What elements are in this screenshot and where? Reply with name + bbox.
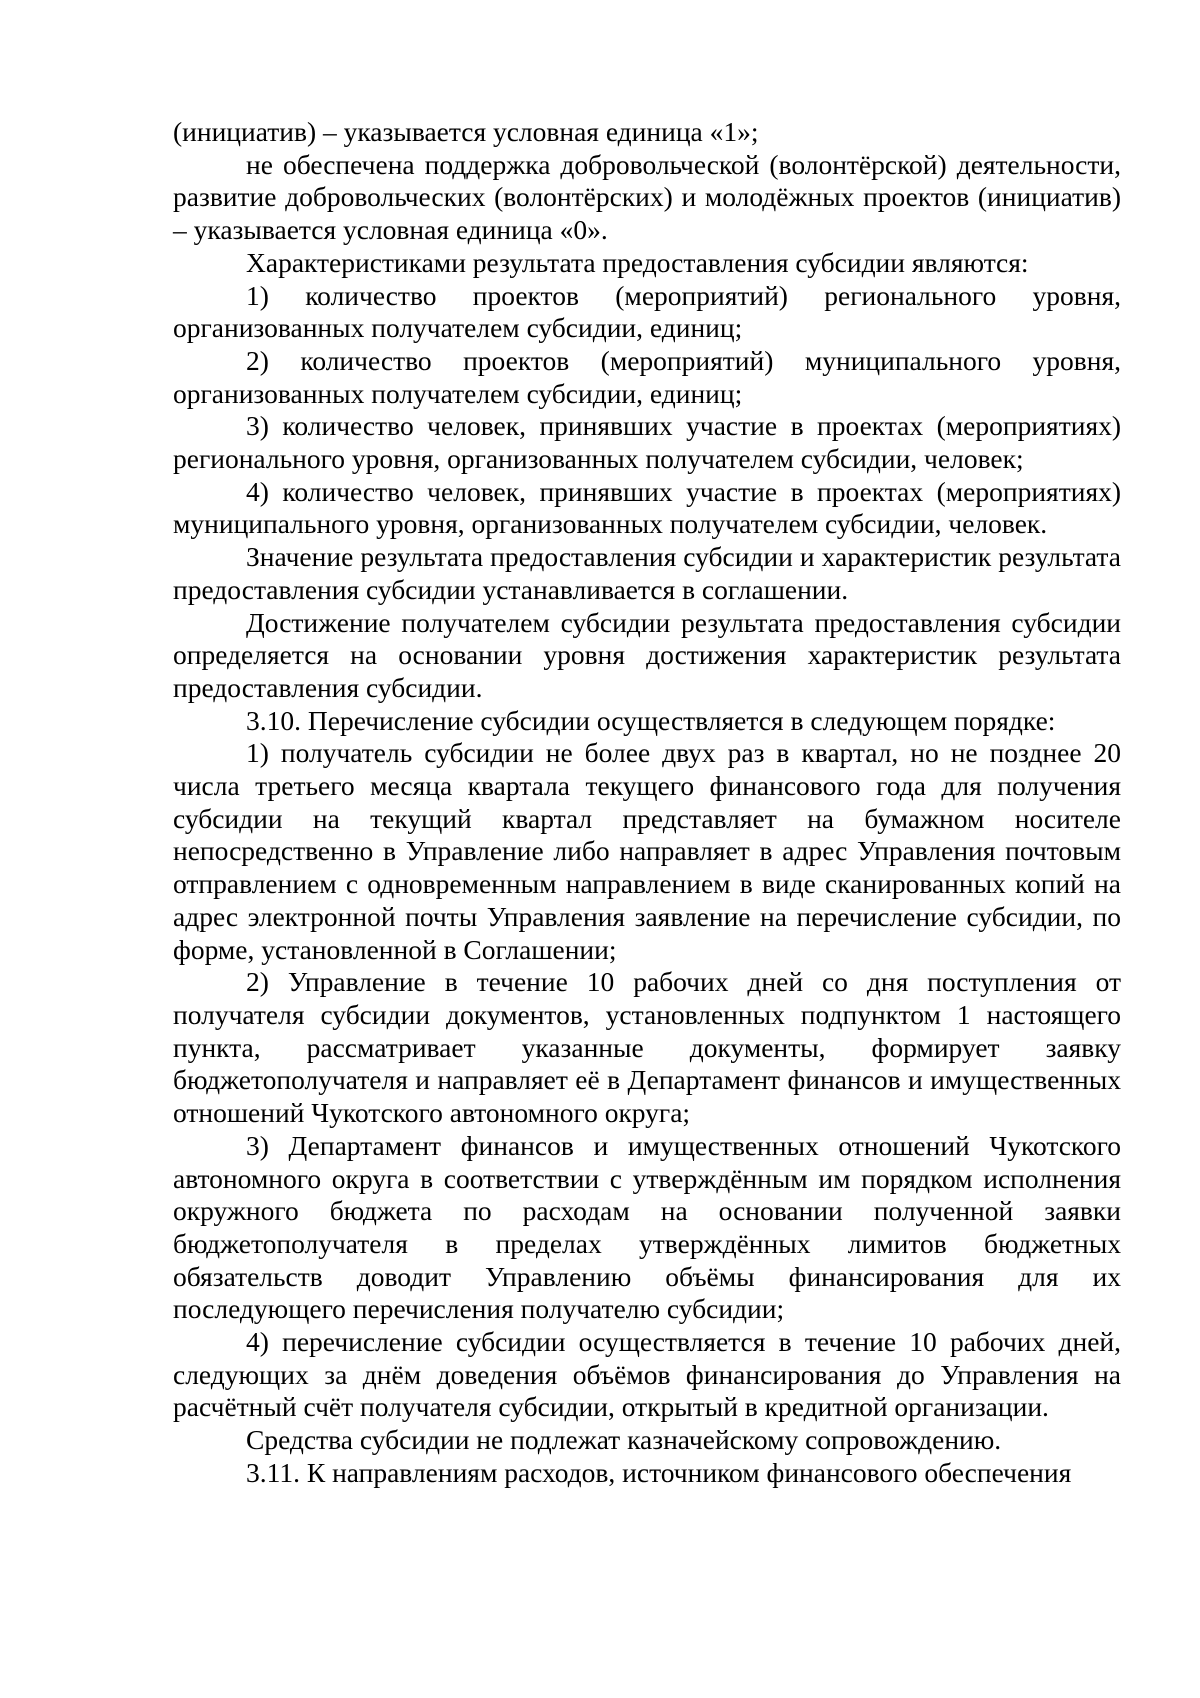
list-item: 3) количество человек, принявших участие в проектах (мероприятиях) регионального уровня, организованных получателем субсидии, человек;: [173, 410, 1121, 475]
list-item: 2) Управление в течение 10 рабочих дней со дня поступления от получателя субсидии документов, установленных подпунктом 1 настоящего пункта, рассматривает указанные документы, формирует заявку бюджетополучателя и направляет её в Департамент финансов и имущественных отношений Чукотского автономного округа;: [173, 966, 1121, 1129]
section-heading: 3.11. К направлениям расходов, источником финансового обеспечения: [246, 1456, 1072, 1488]
paragraph: Достижение получателем субсидии результата предоставления субсидии определяется на основании уровня достижения характеристик результата предоставления субсидии.: [173, 606, 1121, 703]
list-item: 4) количество человек, принявших участие в проектах (мероприятиях) муниципального уровня, организованных получателем субсидии, человек.: [173, 475, 1121, 540]
list-item: 3) Департамент финансов и имущественных отношений Чукотского автономного округа в соответствии с утверждённым им порядком исполнения окружного бюджета по расходам на основании полученной заявки бюджетополучателя в пределах утверждённых лимитов бюджетных обязательств доводит Управлению объёмы финансирования для их последующего перечисления получателю субсидии;: [173, 1129, 1121, 1325]
list-item: 2) количество проектов (мероприятий) муниципального уровня, организованных получателем субсидии, единиц;: [173, 344, 1121, 409]
paragraph: Средства субсидии не подлежат казначейскому сопровождению.: [246, 1424, 1002, 1456]
paragraph: Значение результата предоставления субсидии и характеристик результата предоставления субсидии устанавливается в соглашении.: [173, 541, 1121, 605]
list-item: 1) количество проектов (мероприятий) регионального уровня, организованных получателем субсидии, единиц;: [173, 279, 1121, 344]
document-page: [173, 116, 1121, 1490]
list-item: 4) перечисление субсидии осуществляется в течение 10 рабочих дней, следующих за днём доведения объёмов финансирования до Управления на расчётный счёт получателя субсидии, открытый в кредитной организации.: [173, 1326, 1121, 1423]
paragraph: не обеспечена поддержка добровольческой (волонтёрской) деятельности, развитие добровольческих (волонтёрских) и молодёжных проектов (инициатив) – указывается условная единица «0».: [173, 148, 1121, 246]
section-heading: 3.10. Перечисление субсидии осуществляется в следующем порядке:: [246, 704, 1056, 736]
list-item: 1) получатель субсидии не более двух раз в квартал, но не позднее 20 числа третьего месяца квартала текущего финансового года для получения субсидии на текущий квартал представляет на бумажном носителе непосредственно в Управление либо направляет в адрес Управления почтовым отправлением с одновременным направлением в виде сканированных копий на адрес электронной почты Управления заявление на перечисление субсидии, по форме, установленной в Соглашении;: [173, 737, 1121, 965]
paragraph: Характеристиками результата предоставления субсидии являются:: [246, 246, 1029, 278]
paragraph: (инициатив) – указывается условная единица «1»;: [173, 116, 759, 147]
